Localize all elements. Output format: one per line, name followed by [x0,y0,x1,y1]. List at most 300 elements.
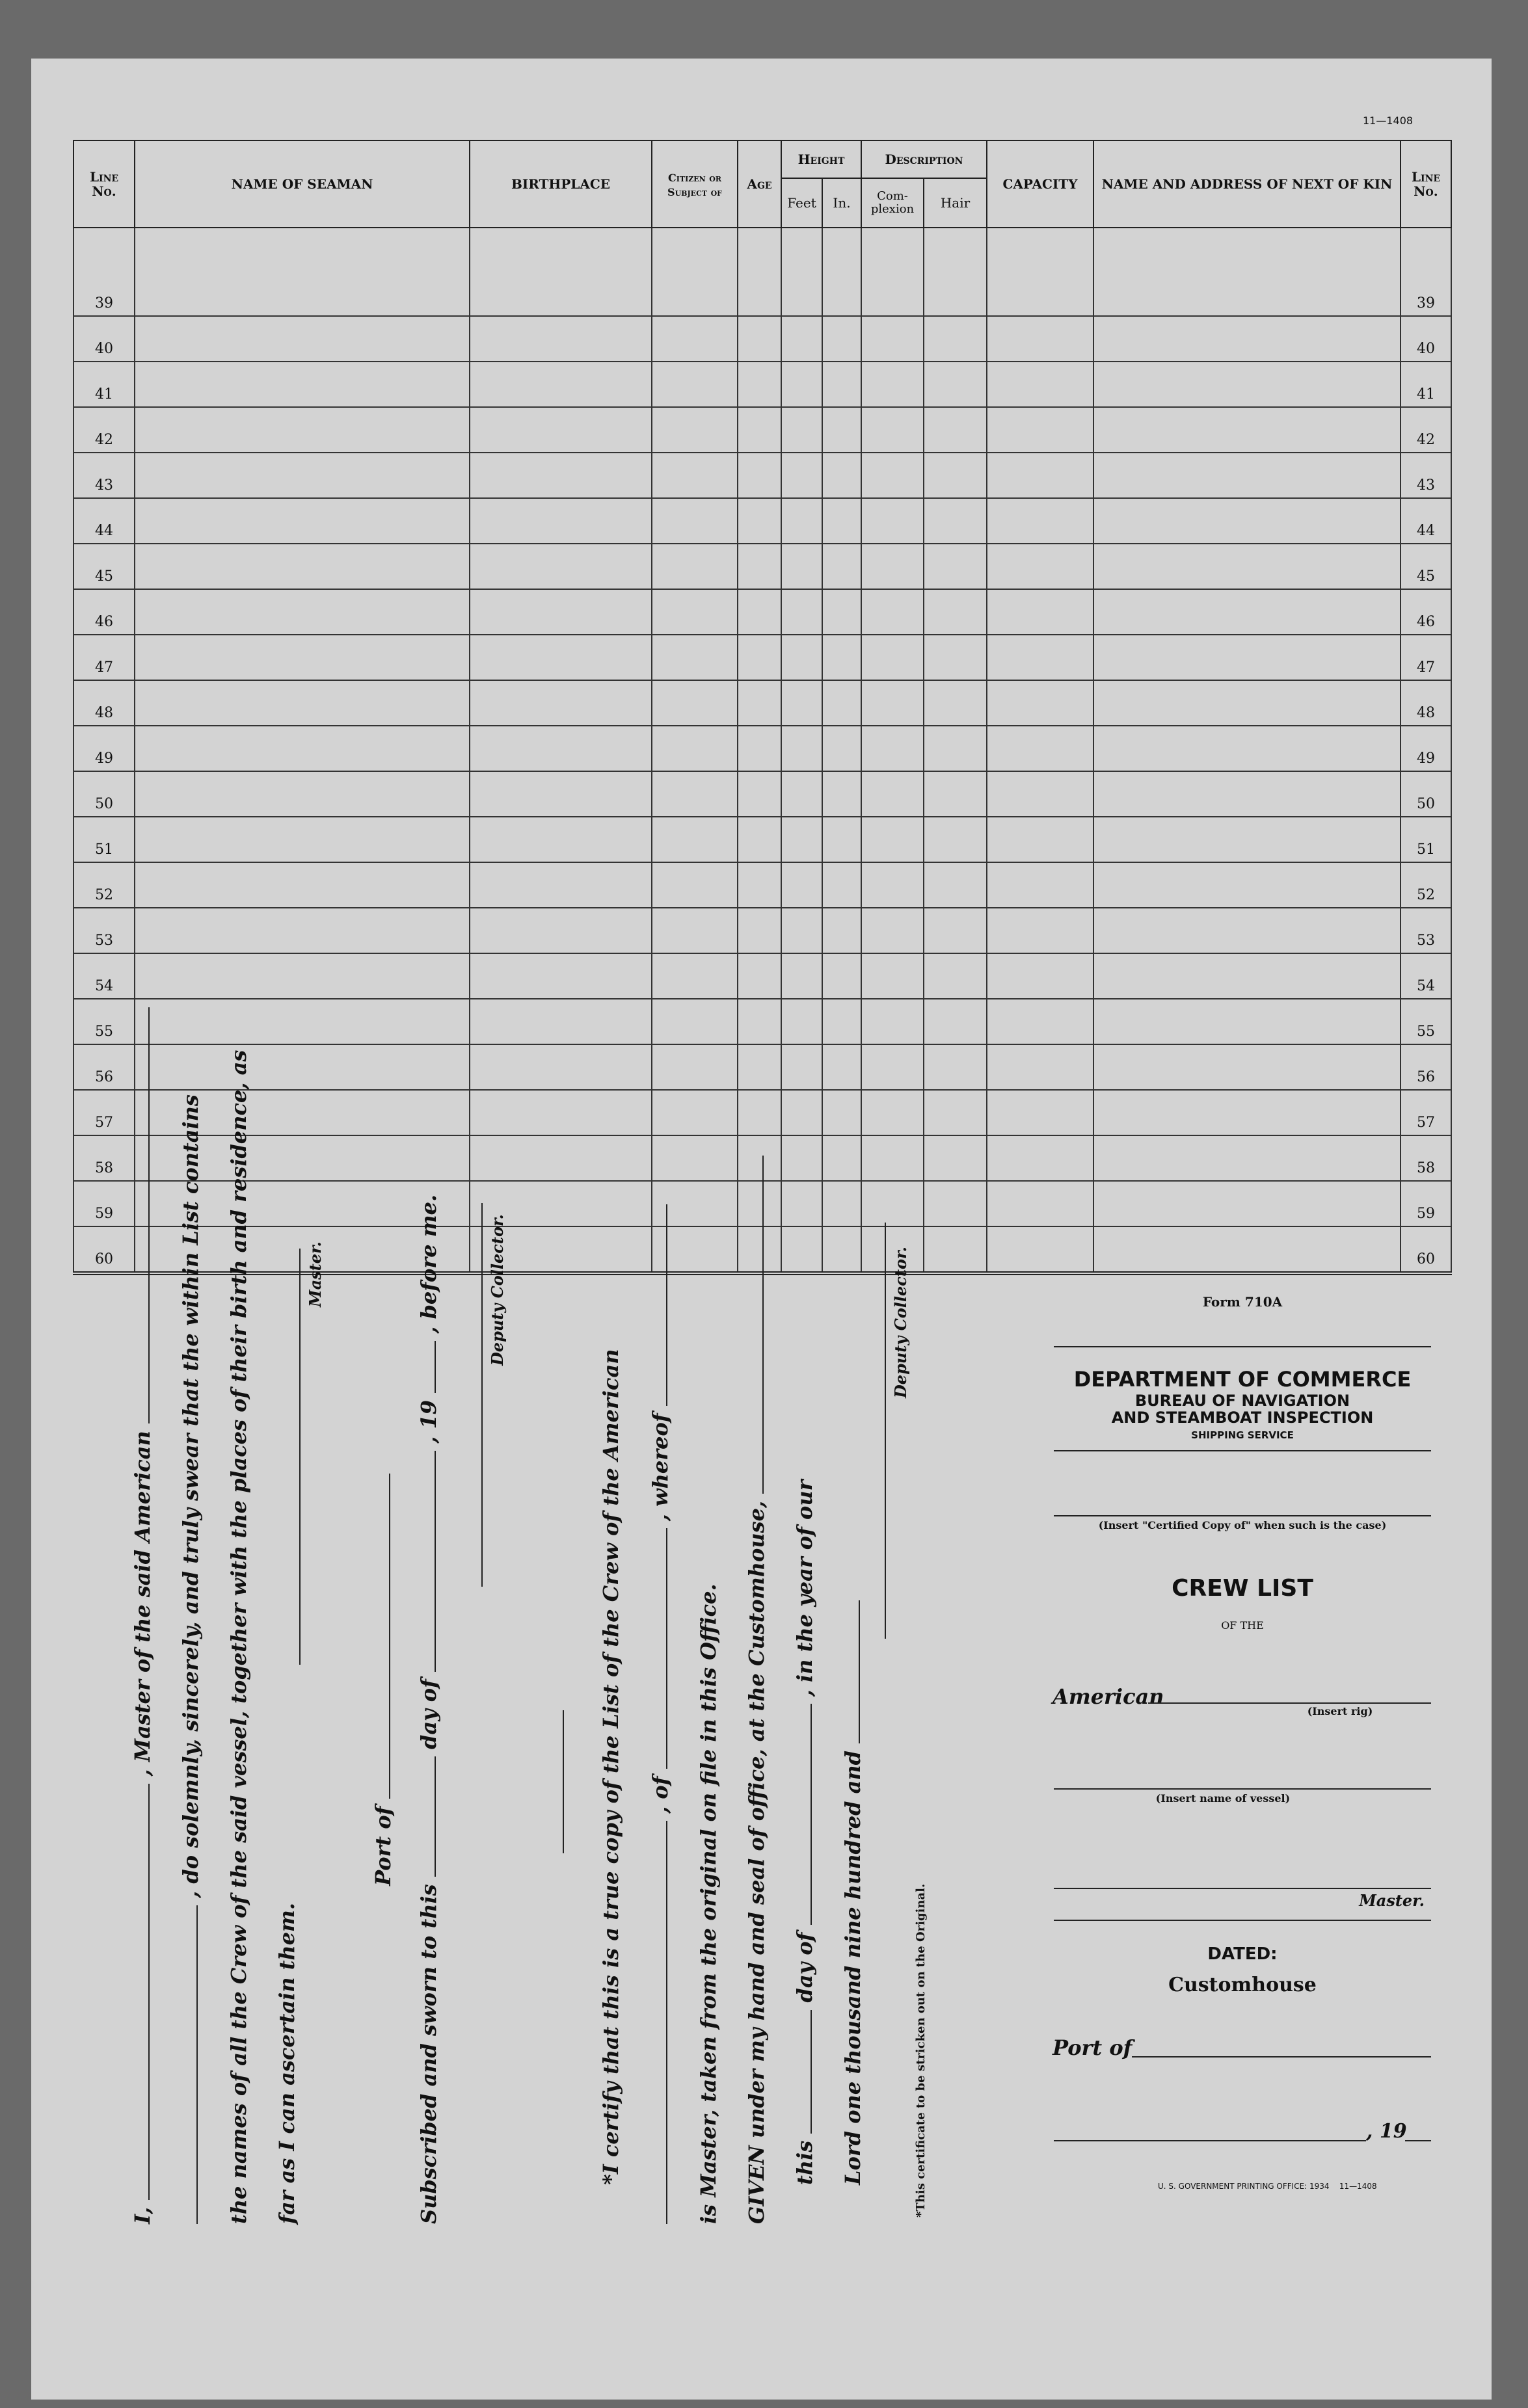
table-cell[interactable] [1093,498,1401,544]
year-19-label: , 19 [1366,2120,1407,2143]
table-cell[interactable] [1093,817,1401,862]
table-cell[interactable] [822,544,861,589]
table-cell[interactable] [738,680,781,726]
table-cell[interactable] [1093,635,1401,680]
table-row [74,862,1451,908]
rule-top [1054,1346,1431,1347]
table-cell[interactable] [861,316,924,362]
table-cell[interactable] [1093,453,1401,498]
table-cell[interactable] [861,589,924,635]
table-cell[interactable] [135,817,470,862]
table-cell[interactable] [470,862,652,908]
line-number-left: 56 [74,1044,135,1090]
year-19-label: , 19 [416,1399,441,1444]
table-cell[interactable] [781,862,822,908]
vessel-name-blank[interactable] [148,1007,150,1423]
table-cell[interactable] [738,999,781,1044]
rig-line[interactable] [1148,1702,1431,1704]
table-cell[interactable] [738,589,781,635]
table-cell[interactable] [652,1090,738,1135]
table-row [74,1090,1451,1135]
table-cell[interactable] [987,544,1093,589]
table-cell[interactable] [781,498,822,544]
table-cell[interactable] [822,726,861,771]
table-cell[interactable] [987,498,1093,544]
table-cell[interactable] [652,362,738,407]
table-cell[interactable] [738,407,781,453]
table-cell[interactable] [781,680,822,726]
oath-line-1 [130,1007,155,2224]
table-cell[interactable] [738,908,781,953]
table-cell[interactable] [738,862,781,908]
table-cell[interactable] [135,544,470,589]
table-cell[interactable] [1093,726,1401,771]
table-cell[interactable] [652,228,738,316]
table-cell[interactable] [924,544,987,589]
table-cell[interactable] [987,953,1093,999]
table-cell[interactable] [738,544,781,589]
header-inches: In. [822,178,861,228]
table-cell[interactable] [781,726,822,771]
table-cell[interactable] [738,771,781,817]
table-cell[interactable] [987,453,1093,498]
table-cell[interactable] [924,362,987,407]
certified-master-blank[interactable] [665,1204,667,1406]
table-cell[interactable] [822,817,861,862]
header-capacity: CAPACITY [987,140,1093,228]
table-cell[interactable] [924,862,987,908]
table-cell[interactable] [987,999,1093,1044]
table-cell[interactable] [1093,771,1401,817]
crew-list-title: CREW LIST [1172,1575,1313,1602]
table-cell[interactable] [781,453,822,498]
line-number-right: 50 [1401,771,1451,817]
line-number-right: 40 [1401,316,1451,362]
table-cell[interactable] [470,316,652,362]
table-cell[interactable] [781,589,822,635]
table-cell[interactable] [987,635,1093,680]
header-complexion: Com-plexion [861,178,924,228]
vessel-name-line[interactable] [1054,1788,1431,1790]
table-cell[interactable] [781,407,822,453]
table-cell[interactable] [822,908,861,953]
table-cell[interactable] [987,908,1093,953]
table-cell[interactable] [781,228,822,316]
table-cell[interactable] [987,771,1093,817]
table-cell[interactable] [738,228,781,316]
table-cell[interactable] [1093,1044,1401,1090]
table-cell[interactable] [652,589,738,635]
header-line-no-right: Line No. [1401,140,1451,228]
oath-line-3: the names of all the Crew of the said vessel, together with the places of their birth and residence, as [226,1050,251,2224]
table-cell[interactable] [1093,589,1401,635]
table-cell[interactable] [470,228,652,316]
table-cell[interactable] [652,1044,738,1090]
table-cell[interactable] [822,589,861,635]
subscribed-line [416,1195,441,2224]
department-title: DEPARTMENT OF COMMERCE [1073,1367,1412,1392]
table-cell[interactable] [738,953,781,999]
table-cell[interactable] [470,544,652,589]
master-name-line[interactable] [1054,1888,1431,1889]
table-cell[interactable] [781,1135,822,1181]
table-cell[interactable] [861,498,924,544]
oath-swear-text: , do solemnly, sincerely, and truly swear that the within List contains [178,1094,203,1898]
crew-table-body [74,228,1451,1273]
table-cell[interactable] [987,862,1093,908]
header-description: Description [861,140,987,178]
line-number-right: 48 [1401,680,1451,726]
this-day-line [792,1479,817,2185]
line-number-right: 60 [1401,1226,1451,1273]
table-cell[interactable] [781,544,822,589]
table-cell[interactable] [135,953,470,999]
table-cell[interactable] [987,407,1093,453]
table-cell[interactable] [781,316,822,362]
table-row [74,817,1451,862]
table-cell[interactable] [861,453,924,498]
table-cell[interactable] [652,407,738,453]
table-cell[interactable] [1093,1135,1401,1181]
certificate-footnote: *This certificate to be stricken out on the Original. [914,1883,928,2217]
table-cell[interactable] [470,1090,652,1135]
deputy-collector-signature-line-2[interactable] [885,1223,886,1639]
table-cell[interactable] [861,771,924,817]
table-cell[interactable] [924,407,987,453]
table-cell[interactable] [822,228,861,316]
port-of-line [371,1474,395,1886]
table-cell[interactable] [738,316,781,362]
table-cell[interactable] [861,228,924,316]
whereof-label: , whereof [648,1413,673,1522]
table-cell[interactable] [135,498,470,544]
table-cell[interactable] [924,1044,987,1090]
table-cell[interactable] [822,1044,861,1090]
table-cell[interactable] [987,589,1093,635]
table-cell[interactable] [738,498,781,544]
table-cell[interactable] [135,862,470,908]
line-number-right: 41 [1401,362,1451,407]
subscribed-label: Subscribed and sworn to this [416,1884,441,2224]
line-number-right: 46 [1401,589,1451,635]
line-number-right: 55 [1401,999,1451,1044]
table-cell[interactable] [470,1044,652,1090]
table-cell[interactable] [781,771,822,817]
table-cell[interactable] [861,680,924,726]
certified-port-blank[interactable] [665,1528,667,1769]
table-cell[interactable] [781,999,822,1044]
table-cell[interactable] [1093,316,1401,362]
line-number-left: 53 [74,908,135,953]
table-cell[interactable] [470,635,652,680]
table-cell[interactable] [652,862,738,908]
table-cell[interactable] [470,453,652,498]
table-cell[interactable] [135,771,470,817]
line-number-left: 46 [74,589,135,635]
rule-before-dated [1054,1920,1431,1921]
table-cell[interactable] [822,635,861,680]
line-number-right: 56 [1401,1044,1451,1090]
table-cell[interactable] [1093,362,1401,407]
table-cell[interactable] [738,817,781,862]
table-row [74,953,1451,999]
table-cell[interactable] [822,498,861,544]
oath-i-label: I, [130,2206,155,2224]
table-cell[interactable] [987,680,1093,726]
table-cell[interactable] [924,680,987,726]
table-cell[interactable] [470,680,652,726]
table-cell[interactable] [861,817,924,862]
table-cell[interactable] [781,362,822,407]
table-cell[interactable] [652,316,738,362]
table-cell[interactable] [1093,953,1401,999]
table-cell[interactable] [822,453,861,498]
header-age: Age [738,140,781,228]
table-cell[interactable] [781,635,822,680]
of-label: , of [648,1776,673,1814]
lord-line [840,1600,865,2185]
table-cell[interactable] [1093,862,1401,908]
line-number-right: 43 [1401,453,1451,498]
master-label: Master. [306,1241,325,1307]
line-number-left: 50 [74,771,135,817]
table-cell[interactable] [822,953,861,999]
table-cell[interactable] [924,953,987,999]
table-cell[interactable] [652,1135,738,1181]
table-cell[interactable] [924,908,987,953]
table-cell[interactable] [987,1226,1093,1273]
table-cell[interactable] [987,1135,1093,1181]
table-cell[interactable] [861,726,924,771]
oath-line-2 [178,1094,203,2224]
table-cell[interactable] [987,1090,1093,1135]
table-cell[interactable] [470,589,652,635]
table-cell[interactable] [738,635,781,680]
deputy-collector-signature-line-1[interactable] [481,1203,483,1587]
corner-form-number: 11—1408 [1363,114,1414,127]
table-cell[interactable] [1093,1090,1401,1135]
table-cell[interactable] [738,726,781,771]
header-name-of-seaman: NAME OF SEAMAN [135,140,470,228]
line-number-right: 45 [1401,544,1451,589]
table-cell[interactable] [652,498,738,544]
day-blank-2[interactable] [810,2010,812,2134]
table-cell[interactable] [822,316,861,362]
table-cell[interactable] [861,635,924,680]
table-cell[interactable] [924,771,987,817]
table-cell[interactable] [1093,680,1401,726]
table-cell[interactable] [470,726,652,771]
table-cell[interactable] [924,817,987,862]
line-number-right: 54 [1401,953,1451,999]
table-cell[interactable] [470,817,652,862]
month-blank-2[interactable] [810,1704,812,1925]
table-cell[interactable] [987,1044,1093,1090]
customhouse-blank[interactable] [762,1156,764,1494]
master-signature-line[interactable] [299,1249,301,1665]
insert-rig-note: (Insert rig) [1307,1705,1373,1717]
day-blank[interactable] [434,1756,436,1877]
table-cell[interactable] [987,316,1093,362]
table-cell[interactable] [861,953,924,999]
certified-copy-note: (Insert "Certified Copy of" when such is the case) [1098,1519,1387,1531]
table-cell[interactable] [924,228,987,316]
table-row [74,680,1451,726]
port-line[interactable] [1132,2056,1431,2057]
table-cell[interactable] [652,635,738,680]
rig-blank[interactable] [196,1905,198,2224]
year-blank[interactable] [434,1341,436,1393]
table-cell[interactable] [822,771,861,817]
before-me-label: , before me. [416,1194,441,1334]
table-cell[interactable] [135,999,470,1044]
table-cell[interactable] [924,1135,987,1181]
table-cell[interactable] [135,908,470,953]
table-cell[interactable] [781,1090,822,1135]
table-cell[interactable] [135,453,470,498]
table-cell[interactable] [135,726,470,771]
table-cell[interactable] [1093,407,1401,453]
line-number-left: 47 [74,635,135,680]
table-cell[interactable] [470,771,652,817]
table-cell[interactable] [738,1044,781,1090]
table-cell[interactable] [135,407,470,453]
separator-rule [563,1710,564,1853]
table-cell[interactable] [470,908,652,953]
table-cell[interactable] [987,817,1093,862]
line-number-right: 51 [1401,817,1451,862]
table-cell[interactable] [135,228,470,316]
table-cell[interactable] [1093,1226,1401,1273]
certified-copy-line[interactable] [1054,1515,1431,1516]
table-cell[interactable] [861,1044,924,1090]
table-cell[interactable] [652,771,738,817]
table-cell[interactable] [470,407,652,453]
table-cell[interactable] [987,362,1093,407]
table-cell[interactable] [781,1044,822,1090]
table-cell[interactable] [861,1135,924,1181]
this-label: this [792,2140,817,2185]
table-cell[interactable] [924,999,987,1044]
table-cell[interactable] [822,862,861,908]
table-cell[interactable] [861,908,924,953]
line-number-left: 58 [74,1135,135,1181]
table-cell[interactable] [135,316,470,362]
table-cell[interactable] [652,908,738,953]
master-name-blank[interactable] [148,1784,150,2200]
month-blank[interactable] [434,1451,436,1672]
table-row [74,407,1451,453]
table-cell[interactable] [924,589,987,635]
table-cell[interactable] [1093,544,1401,589]
table-cell[interactable] [987,726,1093,771]
table-cell[interactable] [652,453,738,498]
date-line[interactable] [1054,2140,1366,2141]
table-cell[interactable] [822,1090,861,1135]
table-cell[interactable] [1093,1181,1401,1226]
bureau-line-1: BUREAU OF NAVIGATION [1134,1392,1350,1410]
table-cell[interactable] [924,726,987,771]
line-number-right: 44 [1401,498,1451,544]
table-cell[interactable] [861,862,924,908]
line-number-right: 59 [1401,1181,1451,1226]
table-cell[interactable] [470,362,652,407]
line-number-left: 60 [74,1226,135,1273]
year-line[interactable] [1405,2140,1431,2141]
table-cell[interactable] [652,817,738,862]
deputy-collector-label-1: Deputy Collector. [488,1214,507,1366]
table-cell[interactable] [924,453,987,498]
header-next-of-kin: NAME AND ADDRESS OF NEXT OF KIN [1093,140,1401,228]
port-blank[interactable] [388,1474,390,1799]
certified-vessel-blank[interactable] [665,1821,667,2224]
table-cell[interactable] [822,362,861,407]
table-cell[interactable] [987,1181,1093,1226]
rule-after-header [1054,1450,1431,1451]
line-number-right: 39 [1401,228,1451,316]
table-cell[interactable] [822,999,861,1044]
table-cell[interactable] [470,999,652,1044]
year-blank-2[interactable] [858,1600,860,1743]
table-cell[interactable] [738,1090,781,1135]
table-cell[interactable] [822,1135,861,1181]
table-cell[interactable] [861,407,924,453]
line-number-left: 42 [74,407,135,453]
table-cell[interactable] [135,362,470,407]
table-cell[interactable] [652,999,738,1044]
table-cell[interactable] [1093,908,1401,953]
table-row [74,316,1451,362]
table-cell[interactable] [861,1090,924,1135]
given-line [744,1156,769,2224]
table-cell[interactable] [861,362,924,407]
table-cell[interactable] [781,953,822,999]
table-cell[interactable] [987,228,1093,316]
table-cell[interactable] [135,1044,470,1090]
table-cell[interactable] [470,498,652,544]
table-cell[interactable] [924,1090,987,1135]
table-cell[interactable] [652,544,738,589]
table-cell[interactable] [652,726,738,771]
given-label: GIVEN under my hand and seal of office, at the Customhouse, [744,1500,769,2224]
is-master-line: is Master, taken from the original on file in this Office. [696,1583,721,2224]
line-number-right: 57 [1401,1090,1451,1135]
line-number-right: 42 [1401,407,1451,453]
table-cell[interactable] [135,589,470,635]
table-cell[interactable] [135,680,470,726]
table-cell[interactable] [1093,228,1401,316]
table-cell[interactable] [861,544,924,589]
table-cell[interactable] [738,453,781,498]
table-cell[interactable] [1093,999,1401,1044]
day-of-label: day of [416,1679,441,1750]
table-cell[interactable] [652,680,738,726]
table-cell[interactable] [652,953,738,999]
table-cell[interactable] [822,407,861,453]
table-cell[interactable] [924,316,987,362]
table-cell[interactable] [470,1135,652,1181]
table-cell[interactable] [781,908,822,953]
table-cell[interactable] [135,635,470,680]
table-cell[interactable] [861,999,924,1044]
table-cell[interactable] [738,362,781,407]
table-cell[interactable] [924,498,987,544]
header-line-no: Line No. [74,140,135,228]
table-cell[interactable] [924,635,987,680]
table-cell[interactable] [781,817,822,862]
table-cell[interactable] [822,680,861,726]
table-cell[interactable] [470,953,652,999]
